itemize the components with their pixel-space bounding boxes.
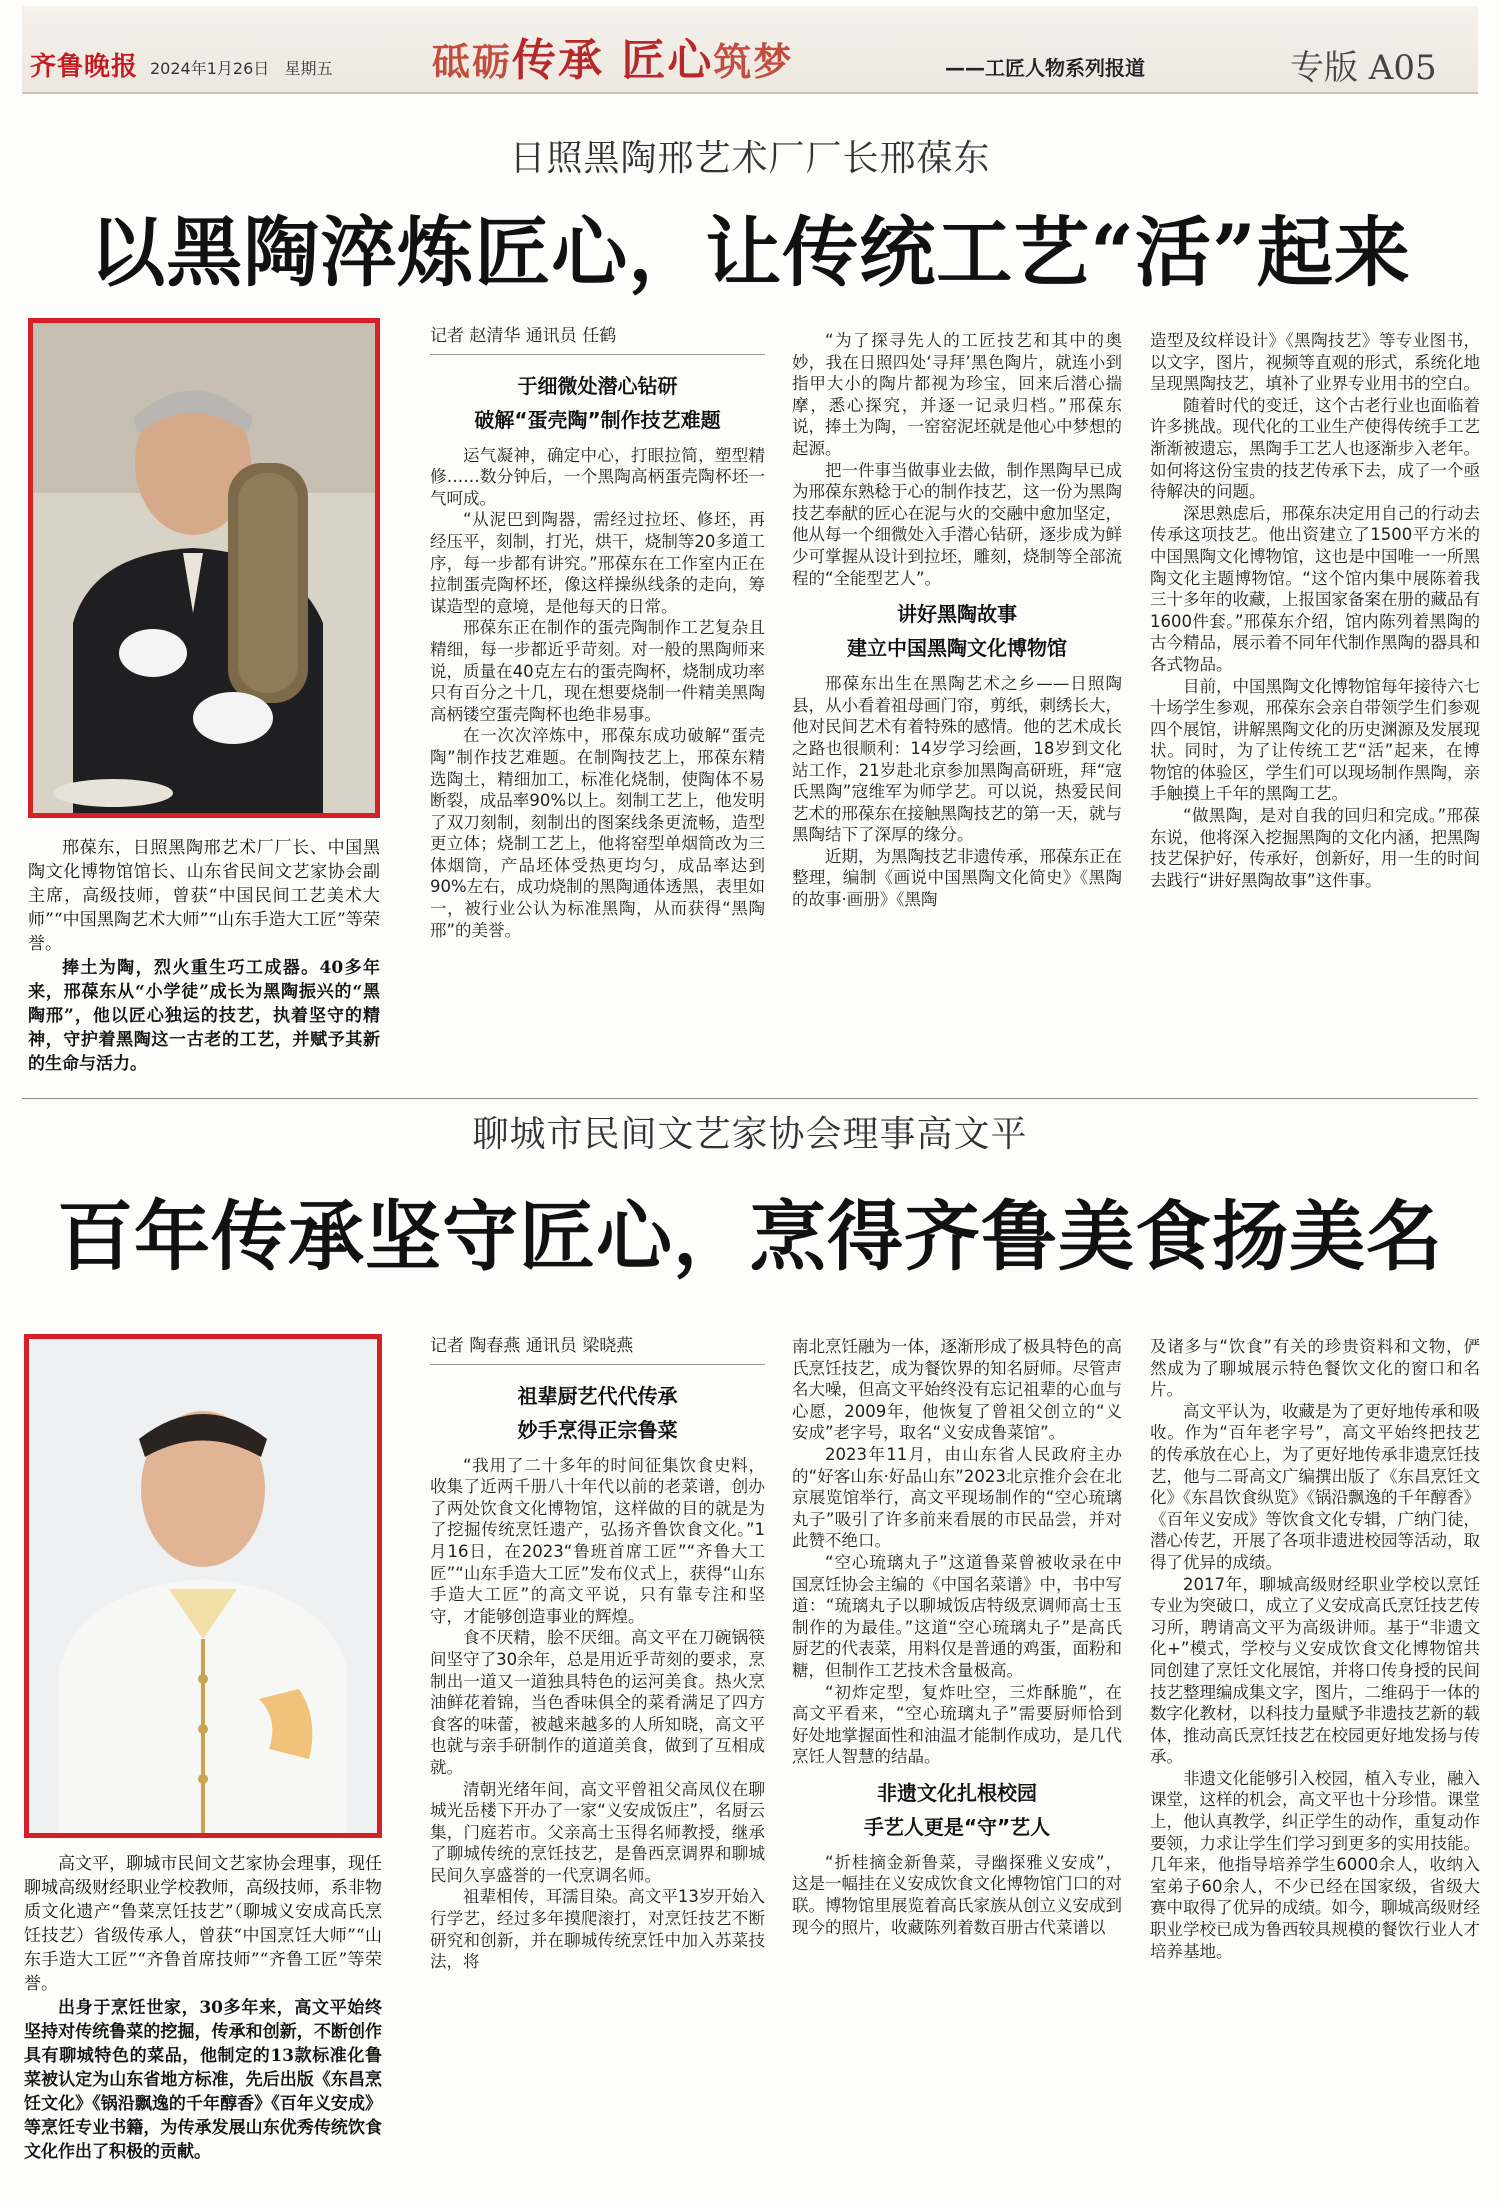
article1-paragraph: 在一次次淬炼中，邢葆东成功破解“蛋壳陶”制作技艺难题。在制陶技艺上，邢葆东精选陶土，精细加工，标准化烧制，使陶体不易断裂，成品率90%以上。刻制工艺上，他发明了双刀刻制，刻制出的图案线条更流畅，造型更立体；烧制工艺上，他将窑型单烟筒改为三体烟筒，产品坯体受热更均匀，成品率达到90%左右，成功烧制的黑陶通体透黑，表里如一，被行业公认为标准黑陶，从而获得“黑陶邢”的美誉。 — [430, 726, 765, 940]
article1-subhead-2-line2: 建立中国黑陶文化博物馆 — [847, 636, 1067, 661]
article2-paragraph: 祖辈相传，耳濡目染。高文平13岁开始入行学艺，经过多年摸爬滚打，对烹饪技艺不断研究和创新，并在聊城传统烹饪中加入苏菜技法，将 — [430, 1887, 765, 1972]
article1-subhead-1-line2: 破解“蛋壳陶”制作技艺难题 — [474, 407, 721, 432]
issue-weekday: 星期五 — [284, 59, 333, 78]
article1-paragraph: 邢葆东正在制作的蛋壳陶制作工艺复杂且精细，每一步都近乎苛刻。对一般的黑陶师来说，质量在40克左右的蛋壳陶杯，烧制成功率只有百分之十几，现在想要烧制一件精美黑陶高柄镂空蛋壳陶杯也绝非易事。 — [430, 618, 765, 724]
article2-paragraph: 南北烹饪融为一体，逐渐形成了极具特色的高氏烹饪技艺，成为餐饮界的知名厨师。尽管声名大噪，但高文平始终没有忘记祖辈的心血与心愿，2009年，他恢复了曾祖父创立的“义安成”老字号，取名“义安成鲁菜馆”。 — [792, 1337, 1122, 1443]
article1-column-1 — [430, 326, 765, 941]
article2-paragraph: “折桂摘金新鲁菜，寻幽探雅义安成”，这是一幅挂在义安成饮食文化博物馆门口的对联。博物馆里展览着高氏家族从创立义安成到现今的照片，收藏陈列着数百册古代菜谱以 — [792, 1852, 1122, 1937]
article1-caption-intro: 捧土为陶，烈火重生巧工成器。40多年来，邢葆东从“小学徒”成长为黑陶振兴的“黑陶邢”，他以匠心独运的技艺，执着坚守的精神，守护着黑陶这一古老的工艺，并赋予其新的生命与活力。 — [28, 958, 380, 1074]
article2-paragraph: “空心琉璃丸子”这道鲁菜曾被收录在中国烹饪协会主编的《中国名菜谱》中，书中写道：“琉璃丸子以聊城饭店特级烹调师高士玉制作的为最佳。”这道“空心琉璃丸子”是高氏厨艺的代表菜，用料仅是普通的鸡蛋，面粉和糖，但制作工艺技术含量极高。 — [792, 1552, 1122, 1680]
article1-paragraph: 把一件事当做事业去做，制作黑陶早已成为邢葆东熟稔于心的制作技艺，这一份为黑陶技艺奉献的匠心在泥与火的交融中愈加坚定，他从每一个细微处入手潜心钻研，逐步成为鲜少可掌握从设计到拉坯，雕刻，烧制等全部流程的“全能型艺人”。 — [792, 460, 1122, 588]
article1-paragraph: 随着时代的变迁，这个古老行业也面临着许多挑战。现代化的工业生产使得传统手工艺渐渐被遗忘，黑陶手工艺人也逐渐步入老年。如何将这份宝贵的技艺传承下去，成了一个亟待解决的问题。 — [1150, 395, 1480, 502]
issue-date: 2024年1月26日 星期五 — [150, 59, 333, 78]
article1-column-2 — [792, 330, 1122, 911]
chef-portrait-illustration-icon — [29, 1339, 377, 1833]
article2-paragraph: “我用了二十多年的时间征集饮食史料，收集了近两千册八十年代以前的老菜谱，创办了两处饮食文化博物馆，这样做的目的就是为了挖掘传统烹饪遗产，弘扬齐鲁饮食文化。”1月16日，在2023“鲁班首席工匠”“齐鲁大工匠”“山东手造大工匠”发布仪式上，获得“山东手造大工匠”的高文平说，只有靠专注和坚守，才能够创造事业的辉煌。 — [430, 1455, 765, 1626]
article1-paragraph: “做黑陶，是对自我的回归和完成。”邢葆东说，他将深入挖掘黑陶的文化内涵，把黑陶技艺保护好，传承好，创新好，用一生的时间去践行“讲好黑陶故事”这件事。 — [1150, 806, 1480, 890]
article1-column-3 — [1150, 330, 1480, 891]
article1-subhead-1-line1: 于细微处潜心钻研 — [517, 373, 678, 398]
article2-caption-intro: 出身于烹饪世家，30多年来，高文平始终坚持对传统鲁菜的挖掘，传承和创新，不断创作具有聊城特色的菜品，他制定的13款标准化鲁菜被认定为山东省地方标准，先后出版《东昌烹饪文化》《锅沿飘逸的千年醇香》《百年义安成》等烹饪专业书籍，为传承发展山东优秀传统饮食文化作出了积极的贡献。 — [24, 1998, 382, 2162]
article1-paragraph: 近期，为黑陶技艺非遗传承，邢葆东正在整理，编制《画说中国黑陶文化简史》《黑陶的故事·画册》《黑陶 — [792, 846, 1122, 910]
section-divider — [22, 1098, 1478, 1099]
article1-portrait-photo — [28, 318, 380, 818]
article2-byline: 记者 陶春燕 通讯员 梁晓燕 — [430, 1336, 765, 1365]
article2-paragraph: 及诸多与“饮食”有关的珍贵资料和文物，俨然成为了聊城展示特色餐饮文化的窗口和名片。 — [1150, 1337, 1480, 1400]
article2-paragraph: 高文平认为，收藏是为了更好地传承和吸收。作为“百年老字号”，高文平始终把技艺的传承放在心上，为了更好地传承非遗烹饪技艺，他与二哥高文广编撰出版了《东昌烹饪文化》《东昌饮食纵览》《锅沿飘逸的千年醇香》《百年义安成》等饮食文化专辑，广纳门徒，潜心传艺，开展了各项非遗进校园等活动，取得了优异的成绩。 — [1150, 1401, 1480, 1572]
article1-paragraph: 运气凝神，确定中心，打眼拉简，塑型精修……数分钟后，一个黑陶高柄蛋壳陶杯坯一气呵成。 — [430, 445, 765, 508]
article2-caption — [24, 1852, 382, 2164]
newspaper-logo: 齐鲁晚报 — [30, 52, 139, 82]
article2-paragraph: “初炸定型，复炸吐空，三炸酥脆”，在高文平看来，“空心琉璃丸子”需要厨师恰到好处地掌握面性和油温才能制作成功，是几代烹饪人智慧的结晶。 — [792, 1682, 1122, 1767]
article2-column-2 — [792, 1336, 1122, 1938]
article2-paragraph: 非遗文化能够引入校园，植入专业，融入课堂，这样的机会，高文平也十分珍惜。课堂上，他认真教学，纠正学生的动作，重复动作要领，力求让学生们学习到更多的实用技能。几年来，他指导培养学生6000余人，收纳入室弟子60余人，不少已经在国家级，省级大赛中取得了优异的成绩。如今，聊城高级财经职业学校已成为鲁西较具规模的餐饮行业人才培养基地。 — [1150, 1768, 1480, 1961]
article1-paragraph: 深思熟虑后，邢葆东决定用自己的行动去传承这项技艺。他出资建立了1500平方米的中国黑陶文化博物馆，这也是中国唯一一所黑陶文化主题博物馆。“这个馆内集中展陈着我三十多年的收藏，上报国家备案在册的藏品有1600件套。”邢葆东介绍，馆内陈列着黑陶的古今精品，展示着不同年代制作黑陶的器具和各式物品。 — [1150, 503, 1480, 674]
article1-paragraph: “从泥巴到陶器，需经过拉坯、修坯，再经压平，刻制，打光，烘干，烧制等20多道工序，每一步都有讲究。”邢葆东在工作室内正在拉制蛋壳陶杯坯，像这样操纵线条的走向，筹谋造型的意境，是他每天的日常。 — [430, 510, 765, 616]
article2-caption-bio: 高文平，聊城市民间文艺家协会理事，现任聊城高级财经职业学校教师，高级技师，系非物质文化遗产“鲁菜烹饪技艺”（聊城义安成高氏烹饪技艺）省级传承人，曾获“中国烹饪大师”“山东手造大工匠”“齐鲁首席技师”“齐鲁工匠”等荣誉。 — [24, 1854, 382, 1994]
banner-subtitle: ——工匠人物系列报道 — [945, 56, 1145, 80]
article1-headline: 以黑陶淬炼匠心，让传统工艺“活”起来 — [89, 208, 1411, 297]
article2-subhead-1-line1: 祖辈厨艺代代传承 — [517, 1383, 678, 1408]
banner-title: 砥砺传承 匠心筑梦 — [432, 35, 794, 86]
article2-column-3 — [1150, 1336, 1480, 1962]
article1-paragraph: 造型及纹样设计》《黑陶技艺》等专业图书，以文字，图片，视频等直观的形式，系统化地呈现黑陶技艺，填补了业界专业用书的空白。 — [1150, 331, 1480, 394]
article1-paragraph: 目前，中国黑陶文化博物馆每年接待六七十场学生参观，邢葆东会亲自带领学生们参观四个展馆，讲解黑陶文化的历史渊源及发展现状。同时，为了让传统工艺“活”起来，在博物馆的体验区，学生们可以现场制作黑陶，亲手触摸上千年的黑陶工艺。 — [1150, 676, 1480, 804]
article1-kicker: 日照黑陶邢艺术厂厂长邢葆东 — [509, 138, 991, 179]
article2-subhead-2-line2: 手艺人更是“守”艺人 — [863, 1814, 1051, 1839]
article1-paragraph: “为了探寻先人的工匠技艺和其中的奥妙，我在日照四处‘寻拜’黑色陶片，就连小到指甲大小的陶片都视为珍宝，回来后潜心揣摩，悉心探究，并逐一记录归档。”邢葆东说，捧土为陶，一窑窑泥坯就是他心中梦想的起源。 — [792, 331, 1122, 458]
article2-portrait-photo — [24, 1334, 382, 1838]
page-label: 专版 A05 — [1290, 48, 1437, 88]
article1-caption — [28, 836, 380, 1076]
article2-kicker: 聊城市民间文艺家协会理事高文平 — [472, 1114, 1028, 1155]
article2-subhead-2-line1: 非遗文化扎根校园 — [877, 1780, 1037, 1805]
article1-byline: 记者 赵清华 通讯员 任鹤 — [430, 326, 765, 355]
article2-headline: 百年传承坚守匠心，烹得齐鲁美食扬美名 — [57, 1192, 1443, 1281]
article1-caption-bio: 邢葆东，日照黑陶邢艺术厂厂长、中国黑陶文化博物馆馆长、山东省民间文艺家协会副主席，高级技师，曾获“中国民间工艺美术大师”“中国黑陶艺术大师”“山东手造大工匠”等荣誉。 — [28, 838, 380, 954]
article2-paragraph: 清朝光绪年间，高文平曾祖父高凤仪在聊城光岳楼下开办了一家“义安成饭庄”，名厨云集，门庭若市。父亲高士玉得名师教授，继承了聊城传统的烹饪技艺，是鲁西烹调界和聊城民间久享盛誉的一代烹调名师。 — [430, 1779, 765, 1885]
article2-paragraph: 食不厌精，脍不厌细。高文平在刀碗锅筷间坚守了30余年，总是用近乎苛刻的要求，烹制出一道又一道独具特色的运河美食。热火烹油鲜花着锦，当色香味俱全的菜肴满足了四方食客的味蕾，被越来越多的人所知晓，高文平也就与亲手研制作的道道美食，做到了互相成就。 — [430, 1628, 765, 1777]
article2-subhead-1-line2: 妙手烹得正宗鲁菜 — [517, 1417, 678, 1442]
portrait-illustration-icon — [33, 323, 375, 813]
article2-column-1 — [430, 1336, 765, 1973]
article2-paragraph: 2017年，聊城高级财经职业学校以烹饪专业为突破口，成立了义安成高氏烹饪技艺传习所，聘请高文平为高级讲师。基于“非遗文化+”模式，学校与义安成饮食文化博物馆共同创建了烹饪文化展馆，并将口传身授的民间技艺整理编成集文字，图片，二维码于一体的数字化教材，以科技力量赋予非遗技艺新的载体，推动高氏烹饪技艺在校园更好地发扬与传承。 — [1150, 1574, 1480, 1767]
article1-subhead-2-line1: 讲好黑陶故事 — [897, 602, 1017, 627]
article1-paragraph: 邢葆东出生在黑陶艺术之乡——日照陶县，从小看着祖母画门帘，剪纸，刺绣长大，他对民间艺术有着特殊的感情。他的艺术成长之路也很顺利：14岁学习绘画，18岁到文化站工作，21岁赴北京参加黑陶高研班，拜“寇氏黑陶”寇维军为师学艺。可以说，热爱民间艺术的邢葆东在接触黑陶技艺的第一天，就与黑陶结下了深厚的缘分。 — [792, 674, 1122, 845]
article2-paragraph: 2023年11月，由山东省人民政府主办的“好客山东·好品山东”2023北京推介会在北京展览馆举行，高文平现场制作的“空心琉璃丸子”吸引了许多前来看展的市民品尝，并对此赞不绝口。 — [792, 1444, 1122, 1551]
